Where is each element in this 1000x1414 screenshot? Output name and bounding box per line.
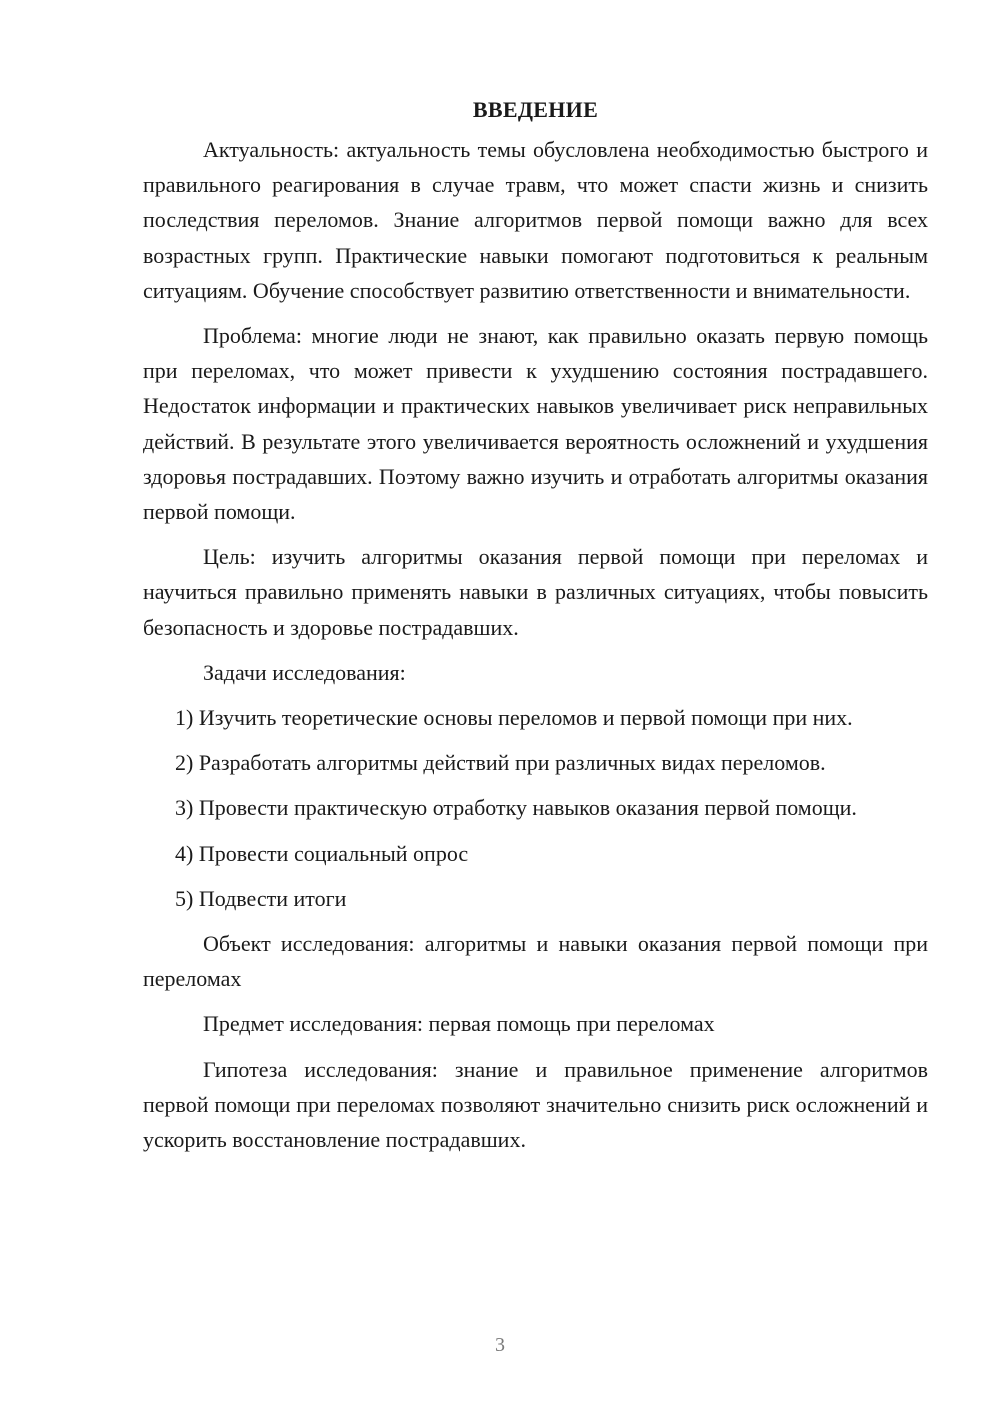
paragraph-relevance: Актуальность: актуальность темы обусловлена необходимостью быстрого и правильного реагирования в случае травм, что может спасти жизнь и снизить последствия переломов. Знание алгоритмов первой помощи важно для всех возрастных групп. Практические навыки помогают подготовиться к реальным ситуациям. Обучение способствует развитию ответственности и внимательности. — [143, 137, 928, 303]
paragraph-goal: Цель: изучить алгоритмы оказания первой помощи при переломах и научиться правильно применять навыки в различных ситуациях, чтобы повысить безопасность и здоровье пострадавших. — [143, 544, 928, 640]
paragraph-object: Объект исследования: алгоритмы и навыки оказания первой помощи при переломах — [143, 931, 928, 992]
document-page — [143, 92, 928, 1167]
task-item-1: 1) Изучить теоретические основы переломов и первой помощи при них. — [175, 705, 853, 731]
task-item-3: 3) Провести практическую отработку навыков оказания первой помощи. — [175, 795, 857, 821]
task-item-4: 4) Провести социальный опрос — [175, 840, 469, 866]
paragraph-subject: Предмет исследования: первая помощь при переломах — [203, 1011, 715, 1037]
section-title: ВВЕДЕНИЕ — [472, 97, 599, 122]
paragraph-problem: Проблема: многие люди не знают, как правильно оказать первую помощь при переломах, что может привести к ухудшению состояния пострадавшего. Недостаток информации и практических навыков увеличивает риск неправильных действий. В результате этого увеличивается вероятность осложнений и ухудшения здоровья пострадавших. Поэтому важно изучить и отработать алгоритмы оказания первой помощи. — [143, 323, 928, 525]
page-number: 3 — [495, 1334, 505, 1356]
paragraph-hypothesis: Гипотеза исследования: знание и правильное применение алгоритмов первой помощи при переломах позволяют значительно снизить риск осложнений и ускорить восстановление пострадавших. — [143, 1056, 928, 1153]
task-item-5: 5) Подвести итоги — [175, 885, 347, 911]
paragraph-tasks-heading: Задачи исследования: — [203, 659, 406, 685]
task-item-2: 2) Разработать алгоритмы действий при различных видах переломов. — [175, 750, 826, 776]
